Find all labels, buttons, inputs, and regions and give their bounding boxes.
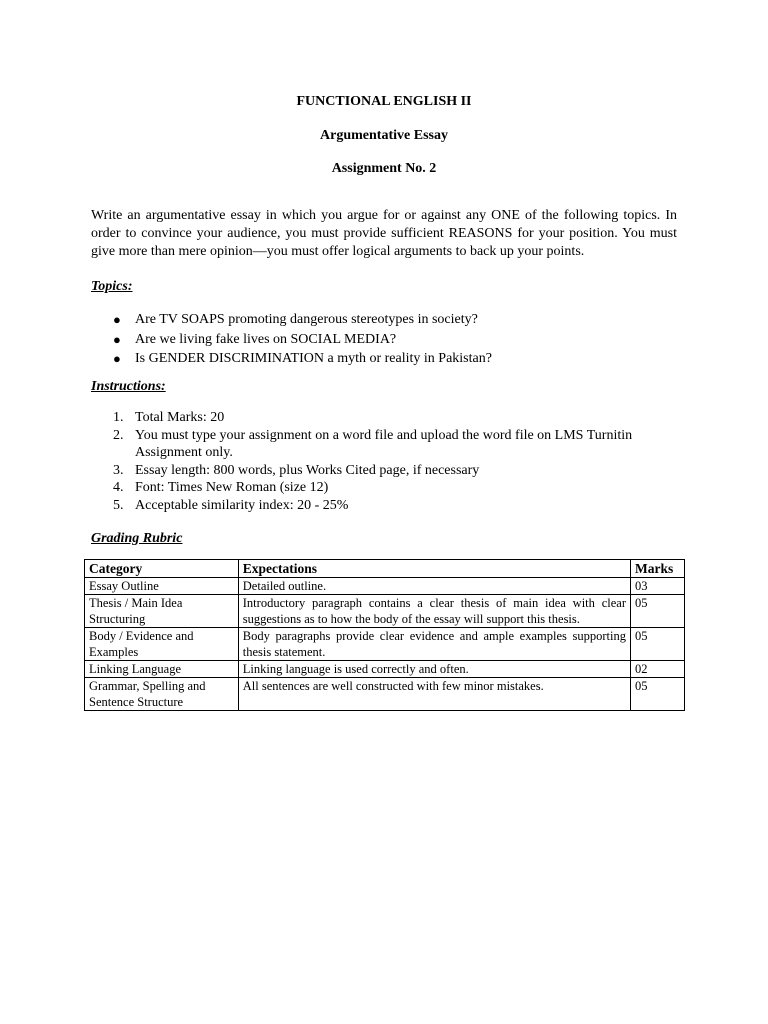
topic-item <box>91 310 681 330</box>
column-header-category: Category <box>85 560 239 578</box>
instruction-number: 4. <box>113 480 124 495</box>
category-cell: Body / Evidence and Examples <box>85 628 239 661</box>
instruction-text: Acceptable similarity index: 20 - 25% <box>135 497 349 513</box>
column-header-expectations: Expectations <box>238 560 630 578</box>
topic-item <box>91 330 681 350</box>
topics-heading: Topics: <box>91 279 133 294</box>
instruction-number: 2. <box>113 427 124 443</box>
document-subtitle: Argumentative Essay <box>320 128 448 143</box>
topic-text: Is GENDER DISCRIMINATION a myth or reality in Pakistan? <box>135 351 492 366</box>
category-cell: Essay Outline <box>85 578 239 595</box>
bullet-icon: ● <box>113 312 121 327</box>
intro-paragraph: Write an argumentative essay in which you argue for or against any ONE of the following topics. In order to convince your audience, you must provide sufficient REASONS for your position. You must give more than mere opinion—you must offer logical arguments to back up your points. <box>91 208 677 259</box>
marks-cell: 05 <box>631 595 685 628</box>
instruction-text: Total Marks: 20 <box>135 410 225 425</box>
document-title: FUNCTIONAL ENGLISH II <box>296 94 472 109</box>
category-cell: Linking Language <box>85 661 239 678</box>
table-row <box>85 661 685 678</box>
assignment-number: Assignment No. 2 <box>331 161 437 176</box>
marks-cell: 05 <box>631 628 685 661</box>
column-header-marks: Marks <box>631 560 685 578</box>
topic-text: Are TV SOAPS promoting dangerous stereotypes in society? <box>135 312 478 327</box>
table-row <box>85 678 685 711</box>
expectation-cell: Detailed outline. <box>238 578 630 595</box>
category-cell: Grammar, Spelling and Sentence Structure <box>85 678 239 711</box>
expectation-cell: Body paragraphs provide clear evidence and ample examples supporting thesis statement. <box>238 628 630 661</box>
instruction-item <box>91 462 681 480</box>
instruction-text: Font: Times New Roman (size 12) <box>135 480 329 495</box>
bullet-icon: ● <box>113 331 121 347</box>
grading-rubric-heading: Grading Rubric <box>91 531 183 546</box>
marks-cell: 02 <box>631 661 685 678</box>
bullet-icon: ● <box>113 351 121 366</box>
instruction-item <box>91 409 681 427</box>
instruction-number: 1. <box>113 410 124 425</box>
expectation-cell: Introductory paragraph contains a clear thesis of main idea with clear suggestions as to how the body of the essay will support this thesis. <box>238 595 630 628</box>
expectation-cell: Linking language is used correctly and often. <box>238 661 630 678</box>
topic-text: Are we living fake lives on SOCIAL MEDIA? <box>135 331 397 347</box>
table-row <box>85 595 685 628</box>
topic-item <box>91 349 681 369</box>
instruction-item <box>91 479 681 497</box>
grading-rubric-table <box>84 559 685 711</box>
instruction-number: 5. <box>113 497 124 513</box>
instructions-heading: Instructions: <box>91 379 166 394</box>
instruction-item <box>91 497 681 515</box>
topics-list <box>91 310 681 369</box>
table-row <box>85 628 685 661</box>
category-cell: Thesis / Main Idea Structuring <box>85 595 239 628</box>
instruction-text: You must type your assignment on a word file and upload the word file on LMS Turnitin Assignment only. <box>135 427 633 460</box>
table-row <box>85 578 685 595</box>
expectation-cell: All sentences are well constructed with few minor mistakes. <box>238 678 630 711</box>
instruction-text: Essay length: 800 words, plus Works Cited page, if necessary <box>135 462 480 478</box>
instructions-list <box>91 409 681 514</box>
marks-cell: 05 <box>631 678 685 711</box>
marks-cell: 03 <box>631 578 685 595</box>
instruction-number: 3. <box>113 462 124 478</box>
instruction-item <box>91 427 681 462</box>
table-header-row <box>85 560 685 578</box>
